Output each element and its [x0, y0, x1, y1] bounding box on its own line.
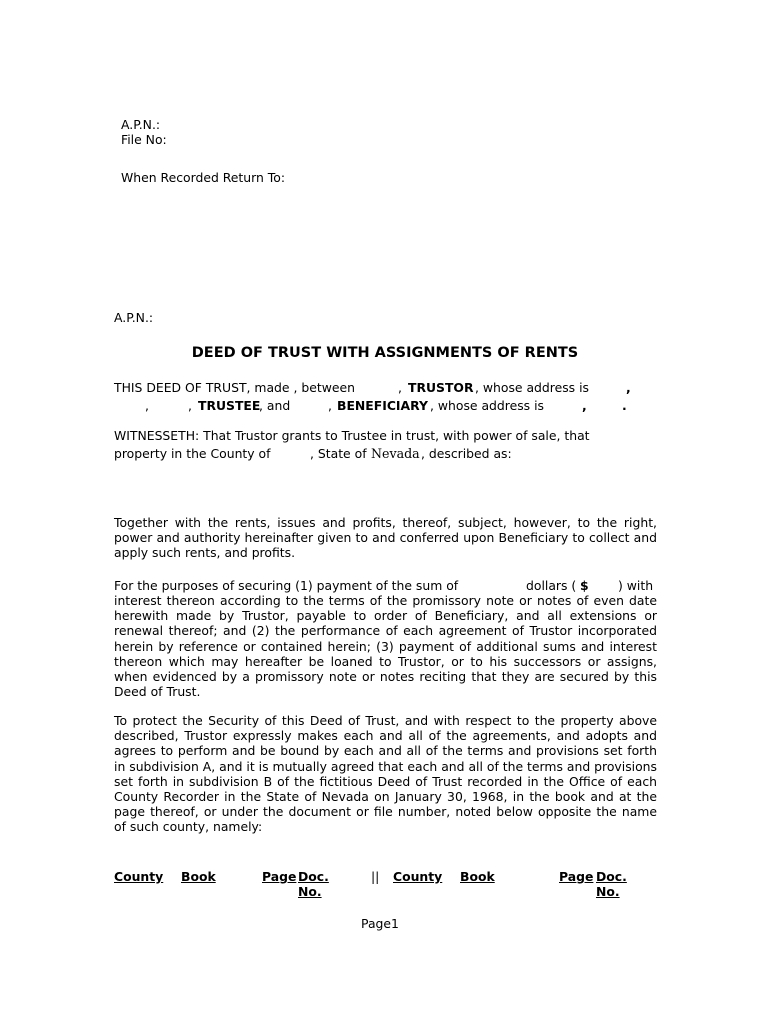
return-to-label: When Recorded Return To: [121, 170, 286, 185]
rents-paragraph: Together with the rents, issues and profits, thereof, subject, however, to the right, power and authority hereinafter given to and conferred upon Beneficiary to collect and apply such rents, and profits. [114, 515, 657, 561]
apn-label-2: A.P.N.: [114, 310, 154, 325]
protect-paragraph: To protect the Security of this Deed of Trust, and with respect to the property above described, Trustor expressly makes each and all of the agreements, and adopts and agrees to perform and be bound by each and all of the terms and provisions set forth in subdivision A, and it is mutually agreed that each and all of the terms and provisions set forth in subdivision B of the fictitious Deed of Trust recorded in the Office of each County Recorder in the State of Nevada on January 30, 1968, in the book and at the page thereof, or under the document or file number, noted below opposite the name of such county, namely: [114, 713, 657, 835]
page-column-header-2: Page [559, 869, 594, 884]
page-column-header: Page [262, 869, 297, 884]
beneficiary-label: BENEFICIARY [337, 398, 428, 413]
purposes-body: interest thereon according to the terms of the promissory note or notes of even date herewith made by Trustor, payable to order of Beneficiary, and all extensions or renewal thereof; and (2) the performance of each agreement of Trustor incorporated herein by reference or contained herein; (3) payment of additional sums and interest thereon which may hereafter be loaned to Trustor, or to his successors or assigns, when evidenced by a promissory note or notes reciting that they are secured by this Deed of Trust. [114, 593, 657, 700]
county-column-header-2: County [393, 869, 443, 884]
intro-comma: , [582, 398, 587, 413]
document-title: DEED OF TRUST WITH ASSIGNMENTS OF RENTS [191, 345, 579, 361]
dollar-sign: $ [580, 578, 589, 593]
purposes-text: ) with [618, 578, 654, 593]
witnesseth-text: , State of [310, 446, 367, 461]
intro-period: . [622, 398, 627, 413]
intro-comma: , [626, 380, 631, 395]
witnesseth-text: property in the County of [114, 446, 271, 461]
book-column-header: Book [181, 869, 216, 884]
apn-label: A.P.N.: [121, 117, 161, 132]
intro-comma: , [188, 398, 192, 413]
book-column-header-2: Book [460, 869, 495, 884]
purposes-text: For the purposes of securing (1) payment of the sum of [114, 578, 459, 593]
doc-no-header-2: No. [596, 884, 620, 899]
page-number: Page1 [361, 916, 399, 931]
intro-comma: , [145, 398, 149, 413]
doc-no-header: No. [298, 884, 322, 899]
witnesseth-text: , described as: [421, 446, 512, 461]
intro-text: , whose address is [475, 380, 589, 395]
intro-comma: , [398, 380, 402, 395]
county-column-header: County [114, 869, 164, 884]
doc-column-header-2: Doc. [596, 869, 627, 884]
column-separator: || [371, 869, 380, 884]
file-no-label: File No: [121, 132, 167, 147]
trustor-label: TRUSTOR [408, 380, 474, 395]
intro-text: , whose address is [430, 398, 544, 413]
state-name: Nevada [371, 446, 420, 461]
doc-column-header: Doc. [298, 869, 329, 884]
trustee-label: TRUSTEE [198, 398, 261, 413]
purposes-text: dollars ( [526, 578, 577, 593]
intro-comma: , [328, 398, 332, 413]
intro-text: THIS DEED OF TRUST, made , between [114, 380, 355, 395]
witnesseth-line-1: WITNESSETH: That Trustor grants to Trustee in trust, with power of sale, that [114, 428, 590, 443]
intro-text: , and [259, 398, 291, 413]
